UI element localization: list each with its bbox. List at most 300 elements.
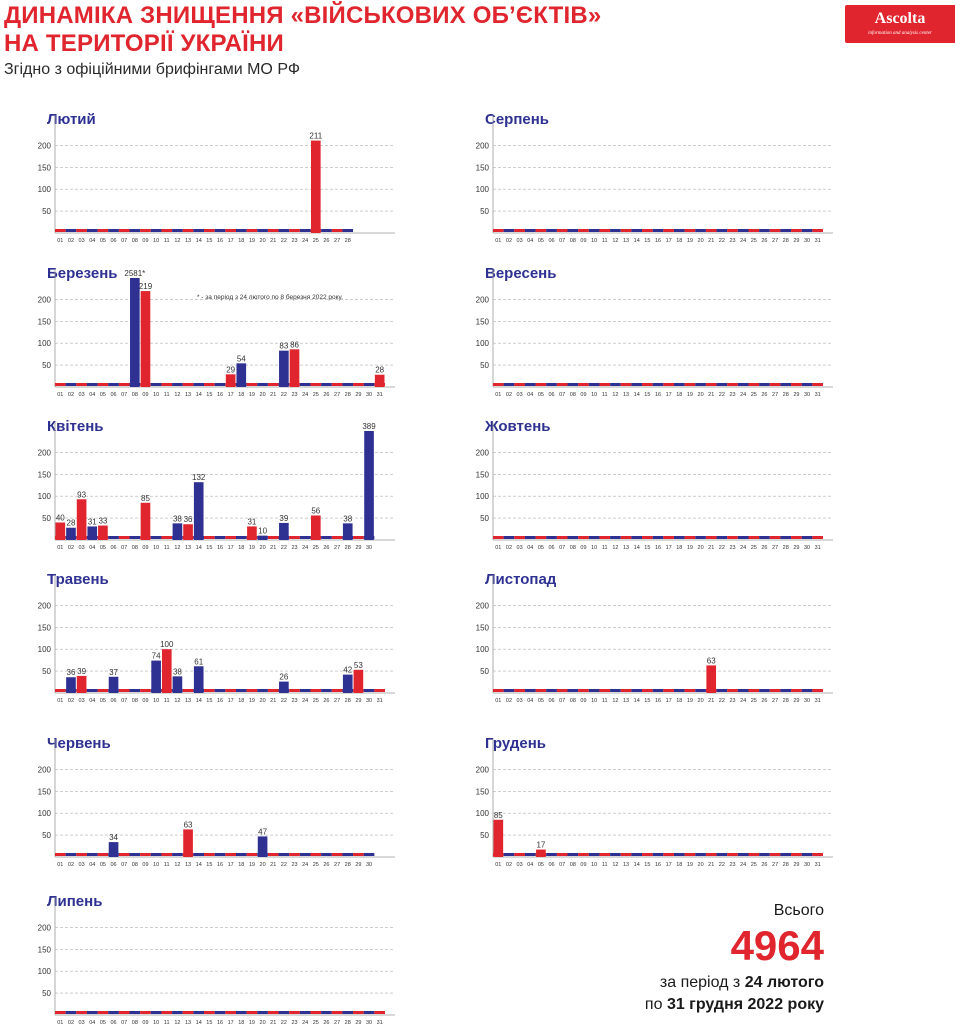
x-tick-label: 24 bbox=[740, 698, 747, 704]
y-tick-label: 200 bbox=[37, 923, 51, 933]
x-tick-label: 22 bbox=[280, 698, 287, 704]
x-tick-label: 07 bbox=[121, 698, 128, 704]
x-tick-label: 26 bbox=[761, 238, 768, 244]
baseline-segment bbox=[514, 689, 525, 692]
baseline-segment bbox=[193, 1011, 204, 1014]
baseline-segment bbox=[514, 383, 525, 386]
y-tick-label: 100 bbox=[37, 967, 51, 977]
baseline-segment bbox=[663, 229, 674, 232]
x-tick-label: 31 bbox=[814, 698, 821, 704]
baseline-segment bbox=[589, 229, 600, 232]
bar-label-day-01: 40 bbox=[55, 513, 65, 523]
x-tick-label: 11 bbox=[163, 392, 170, 398]
baseline-segment bbox=[674, 689, 685, 692]
x-tick-label: 30 bbox=[803, 545, 811, 551]
x-tick-label: 06 bbox=[110, 698, 117, 704]
baseline-segment bbox=[332, 1011, 343, 1014]
x-tick-label: 23 bbox=[291, 1020, 298, 1024]
baseline-segment bbox=[161, 853, 172, 856]
baseline-segment bbox=[493, 383, 504, 386]
baseline-segment bbox=[332, 536, 343, 539]
baseline-segment bbox=[119, 229, 130, 232]
bar-label-day-25: 211 bbox=[309, 131, 323, 141]
y-tick-label: 150 bbox=[37, 623, 51, 633]
x-tick-label: 21 bbox=[708, 545, 715, 551]
baseline-segment bbox=[780, 383, 791, 386]
baseline-segment bbox=[151, 1011, 162, 1014]
baseline-segment bbox=[599, 536, 610, 539]
baseline-segment bbox=[332, 853, 343, 856]
baseline-segment bbox=[557, 853, 568, 856]
x-tick-label: 06 bbox=[548, 392, 555, 398]
baseline-segment bbox=[98, 229, 109, 232]
y-tick-label: 150 bbox=[37, 163, 51, 173]
x-tick-label: 22 bbox=[718, 698, 725, 704]
x-tick-label: 26 bbox=[761, 545, 768, 551]
baseline-segment bbox=[300, 1011, 311, 1014]
x-tick-label: 19 bbox=[248, 1020, 255, 1024]
baseline-segment bbox=[300, 536, 311, 539]
baseline-segment bbox=[791, 853, 802, 856]
baseline-segment bbox=[706, 536, 717, 539]
x-tick-label: 12 bbox=[612, 862, 619, 868]
bar-day-02 bbox=[66, 528, 76, 540]
x-tick-label: 23 bbox=[291, 698, 298, 704]
baseline-segment bbox=[663, 853, 674, 856]
x-tick-label: 19 bbox=[248, 698, 255, 704]
x-tick-label: 29 bbox=[793, 392, 800, 398]
baseline-segment bbox=[759, 536, 770, 539]
baseline-segment bbox=[557, 536, 568, 539]
baseline-segment bbox=[568, 383, 579, 386]
baseline-segment bbox=[770, 536, 781, 539]
baseline-segment bbox=[353, 853, 364, 856]
chart-title: Серпень bbox=[485, 111, 550, 128]
x-tick-label: 02 bbox=[67, 862, 75, 868]
baseline-segment bbox=[289, 536, 300, 539]
x-tick-label: 09 bbox=[580, 862, 587, 868]
baseline-segment bbox=[183, 689, 194, 692]
baseline-segment bbox=[76, 383, 87, 386]
x-tick-label: 05 bbox=[537, 862, 544, 868]
y-tick-label: 200 bbox=[37, 141, 51, 151]
x-tick-label: 25 bbox=[750, 698, 757, 704]
baseline-segment bbox=[653, 229, 664, 232]
x-tick-label: 20 bbox=[259, 1020, 266, 1024]
x-tick-label: 02 bbox=[67, 392, 75, 398]
baseline-segment bbox=[802, 689, 813, 692]
x-tick-label: 27 bbox=[334, 392, 341, 398]
baseline-segment bbox=[621, 383, 632, 386]
baseline-segment bbox=[717, 536, 728, 539]
baseline-segment bbox=[568, 536, 579, 539]
x-tick-label: 29 bbox=[355, 1020, 362, 1024]
baseline-segment bbox=[151, 383, 162, 386]
x-tick-label: 13 bbox=[185, 392, 192, 398]
x-tick-label: 02 bbox=[505, 862, 513, 868]
x-tick-label: 23 bbox=[729, 545, 736, 551]
baseline-segment bbox=[183, 1011, 194, 1014]
baseline-segment bbox=[812, 229, 823, 232]
x-tick-label: 25 bbox=[312, 862, 319, 868]
total-summary bbox=[645, 902, 824, 1016]
x-tick-label: 08 bbox=[131, 392, 138, 398]
baseline-segment bbox=[748, 536, 759, 539]
baseline-segment bbox=[353, 536, 364, 539]
x-tick-label: 27 bbox=[772, 392, 779, 398]
x-tick-label: 15 bbox=[644, 392, 651, 398]
x-tick-label: 18 bbox=[238, 862, 245, 868]
baseline-segment bbox=[161, 383, 172, 386]
baseline-segment bbox=[76, 1011, 87, 1014]
y-tick-label: 150 bbox=[37, 787, 51, 797]
baseline-segment bbox=[119, 1011, 130, 1014]
baseline-segment bbox=[279, 229, 290, 232]
bar-day-13 bbox=[183, 524, 193, 540]
x-tick-label: 05 bbox=[99, 545, 106, 551]
baseline-segment bbox=[791, 689, 802, 692]
x-tick-label: 26 bbox=[323, 392, 330, 398]
bar-label-day-06: 34 bbox=[109, 833, 119, 843]
baseline-segment bbox=[642, 229, 653, 232]
x-tick-label: 12 bbox=[174, 238, 181, 244]
x-tick-label: 08 bbox=[131, 1020, 138, 1024]
x-tick-label: 25 bbox=[312, 238, 319, 244]
x-tick-label: 06 bbox=[110, 1020, 117, 1024]
baseline-segment bbox=[493, 229, 504, 232]
y-tick-label: 100 bbox=[37, 185, 51, 195]
bar-label-day-18: 54 bbox=[236, 354, 246, 364]
x-tick-label: 05 bbox=[537, 238, 544, 244]
x-tick-label: 28 bbox=[782, 545, 789, 551]
x-tick-label: 04 bbox=[89, 862, 96, 868]
x-tick-label: 31 bbox=[376, 1020, 383, 1024]
baseline-segment bbox=[770, 383, 781, 386]
x-tick-label: 05 bbox=[99, 1020, 106, 1024]
x-tick-label: 27 bbox=[334, 1020, 341, 1024]
baseline-segment bbox=[215, 536, 226, 539]
x-tick-label: 30 bbox=[365, 698, 373, 704]
baseline-segment bbox=[589, 853, 600, 856]
x-tick-label: 07 bbox=[121, 545, 128, 551]
baseline-segment bbox=[183, 229, 194, 232]
x-tick-label: 17 bbox=[227, 392, 234, 398]
y-tick-label: 200 bbox=[475, 141, 489, 151]
x-tick-label: 09 bbox=[142, 392, 149, 398]
x-tick-label: 10 bbox=[153, 698, 160, 704]
baseline-segment bbox=[289, 229, 300, 232]
x-tick-label: 14 bbox=[633, 698, 640, 704]
x-tick-label: 14 bbox=[195, 545, 202, 551]
x-tick-label: 23 bbox=[729, 392, 736, 398]
baseline-segment bbox=[738, 229, 749, 232]
logo-tagline: information and analysis center bbox=[868, 31, 932, 36]
x-tick-label: 30 bbox=[803, 392, 811, 398]
baseline-segment bbox=[493, 689, 504, 692]
x-tick-label: 06 bbox=[110, 862, 117, 868]
baseline-segment bbox=[610, 229, 621, 232]
x-tick-label: 09 bbox=[142, 238, 149, 244]
x-tick-label: 20 bbox=[259, 698, 266, 704]
y-tick-label: 150 bbox=[475, 470, 489, 480]
x-tick-label: 23 bbox=[291, 238, 298, 244]
y-tick-label: 200 bbox=[37, 448, 51, 458]
y-tick-label: 150 bbox=[475, 163, 489, 173]
x-tick-label: 31 bbox=[814, 545, 821, 551]
chart-title: Жовтень bbox=[485, 418, 551, 435]
baseline-segment bbox=[364, 1011, 375, 1014]
baseline-segment bbox=[631, 689, 642, 692]
x-tick-label: 09 bbox=[142, 545, 149, 551]
x-tick-label: 17 bbox=[227, 238, 234, 244]
x-tick-label: 07 bbox=[121, 1020, 128, 1024]
x-tick-label: 22 bbox=[718, 862, 725, 868]
x-tick-label: 05 bbox=[99, 238, 106, 244]
baseline-segment bbox=[374, 1011, 385, 1014]
baseline-segment bbox=[268, 1011, 279, 1014]
baseline-segment bbox=[193, 229, 204, 232]
x-tick-label: 22 bbox=[280, 392, 287, 398]
baseline-segment bbox=[87, 383, 98, 386]
y-tick-label: 100 bbox=[475, 645, 489, 655]
x-tick-label: 04 bbox=[527, 698, 534, 704]
baseline-segment bbox=[257, 689, 268, 692]
x-tick-label: 27 bbox=[772, 545, 779, 551]
y-tick-label: 50 bbox=[42, 514, 51, 524]
x-tick-label: 01 bbox=[495, 698, 502, 704]
x-tick-label: 19 bbox=[686, 862, 693, 868]
x-tick-label: 28 bbox=[344, 698, 351, 704]
x-tick-label: 01 bbox=[495, 862, 502, 868]
bar-label-day-28: 42 bbox=[343, 665, 353, 675]
baseline-segment bbox=[695, 536, 706, 539]
x-tick-label: 03 bbox=[516, 392, 523, 398]
baseline-segment bbox=[108, 229, 119, 232]
y-tick-label: 200 bbox=[37, 765, 51, 775]
bar-day-25 bbox=[311, 515, 321, 540]
baseline-segment bbox=[589, 689, 600, 692]
x-tick-label: 18 bbox=[676, 392, 683, 398]
baseline-segment bbox=[268, 689, 279, 692]
baseline-segment bbox=[364, 853, 375, 856]
x-tick-label: 13 bbox=[185, 862, 192, 868]
x-tick-label: 31 bbox=[376, 698, 383, 704]
baseline-segment bbox=[525, 383, 536, 386]
x-tick-label: 24 bbox=[740, 862, 747, 868]
x-tick-label: 10 bbox=[591, 238, 598, 244]
baseline-segment bbox=[268, 229, 279, 232]
x-tick-label: 19 bbox=[248, 545, 255, 551]
x-tick-label: 10 bbox=[591, 392, 598, 398]
y-tick-label: 50 bbox=[42, 207, 51, 217]
baseline-segment bbox=[76, 229, 87, 232]
x-tick-label: 27 bbox=[772, 862, 779, 868]
x-tick-label: 12 bbox=[612, 545, 619, 551]
x-tick-label: 25 bbox=[750, 392, 757, 398]
x-tick-label: 04 bbox=[89, 698, 96, 704]
x-tick-label: 15 bbox=[206, 238, 213, 244]
bar-day-04 bbox=[87, 526, 97, 540]
baseline-segment bbox=[759, 853, 770, 856]
baseline-segment bbox=[514, 536, 525, 539]
x-tick-label: 24 bbox=[302, 545, 309, 551]
x-tick-label: 04 bbox=[89, 545, 96, 551]
baseline-segment bbox=[204, 1011, 215, 1014]
x-tick-label: 02 bbox=[505, 545, 513, 551]
baseline-segment bbox=[215, 229, 226, 232]
x-tick-label: 04 bbox=[527, 862, 534, 868]
x-tick-label: 25 bbox=[750, 545, 757, 551]
baseline-segment bbox=[504, 853, 515, 856]
x-tick-label: 06 bbox=[548, 862, 555, 868]
bar-day-10 bbox=[151, 661, 161, 693]
baseline-segment bbox=[812, 383, 823, 386]
x-tick-label: 06 bbox=[110, 238, 117, 244]
baseline-segment bbox=[599, 689, 610, 692]
y-tick-label: 150 bbox=[37, 470, 51, 480]
x-tick-label: 13 bbox=[623, 545, 630, 551]
baseline-segment bbox=[289, 689, 300, 692]
x-tick-label: 22 bbox=[280, 862, 287, 868]
baseline-segment bbox=[353, 383, 364, 386]
x-tick-label: 08 bbox=[569, 862, 576, 868]
x-tick-label: 02 bbox=[67, 1020, 75, 1024]
baseline-segment bbox=[193, 383, 204, 386]
bar-day-20 bbox=[258, 836, 268, 857]
baseline-segment bbox=[557, 689, 568, 692]
x-tick-label: 13 bbox=[623, 392, 630, 398]
x-tick-label: 01 bbox=[495, 238, 502, 244]
x-tick-label: 08 bbox=[569, 545, 576, 551]
baseline-segment bbox=[631, 853, 642, 856]
x-tick-label: 06 bbox=[110, 545, 117, 551]
bar-day-18 bbox=[236, 363, 246, 387]
bar-day-19 bbox=[247, 526, 257, 540]
bar-day-23 bbox=[290, 349, 300, 387]
x-tick-label: 16 bbox=[654, 545, 662, 551]
x-tick-label: 24 bbox=[302, 698, 309, 704]
baseline-segment bbox=[204, 229, 215, 232]
baseline-segment bbox=[140, 853, 151, 856]
x-tick-label: 07 bbox=[121, 862, 128, 868]
baseline-segment bbox=[717, 689, 728, 692]
x-tick-label: 01 bbox=[57, 545, 64, 551]
bar-day-09 bbox=[141, 503, 151, 540]
baseline-segment bbox=[55, 1011, 66, 1014]
bar-day-28 bbox=[343, 675, 353, 693]
bar-label-day-20: 10 bbox=[258, 526, 268, 536]
x-tick-label: 01 bbox=[57, 392, 64, 398]
total-value: 4964 bbox=[730, 922, 824, 969]
baseline-segment bbox=[748, 229, 759, 232]
x-tick-label: 04 bbox=[527, 545, 534, 551]
baseline-segment bbox=[98, 853, 109, 856]
x-tick-label: 15 bbox=[206, 545, 213, 551]
bar-label-day-10: 74 bbox=[151, 651, 161, 661]
baseline-segment bbox=[663, 689, 674, 692]
x-tick-label: 12 bbox=[174, 698, 181, 704]
x-tick-label: 03 bbox=[516, 545, 523, 551]
x-tick-label: 18 bbox=[238, 392, 245, 398]
baseline-segment bbox=[215, 383, 226, 386]
baseline-segment bbox=[727, 229, 738, 232]
x-tick-label: 04 bbox=[89, 238, 96, 244]
x-tick-label: 27 bbox=[334, 862, 341, 868]
y-tick-label: 200 bbox=[475, 295, 489, 305]
x-tick-label: 11 bbox=[601, 545, 608, 551]
baseline-segment bbox=[599, 383, 610, 386]
baseline-segment bbox=[300, 383, 311, 386]
y-tick-label: 100 bbox=[475, 492, 489, 502]
baseline-segment bbox=[557, 383, 568, 386]
x-tick-label: 21 bbox=[270, 392, 277, 398]
baseline-segment bbox=[98, 689, 109, 692]
baseline-segment bbox=[621, 229, 632, 232]
x-tick-label: 26 bbox=[323, 698, 330, 704]
x-tick-label: 19 bbox=[248, 862, 255, 868]
baseline-segment bbox=[161, 1011, 172, 1014]
x-tick-label: 13 bbox=[185, 545, 192, 551]
baseline-segment bbox=[321, 853, 332, 856]
baseline-segment bbox=[695, 689, 706, 692]
bar-day-22 bbox=[279, 682, 289, 693]
bar-day-01 bbox=[494, 820, 504, 857]
x-tick-label: 03 bbox=[78, 392, 85, 398]
baseline-segment bbox=[568, 689, 579, 692]
x-tick-label: 20 bbox=[259, 392, 266, 398]
baseline-segment bbox=[525, 536, 536, 539]
baseline-segment bbox=[364, 383, 375, 386]
baseline-segment bbox=[525, 229, 536, 232]
x-tick-label: 03 bbox=[78, 238, 85, 244]
x-tick-label: 01 bbox=[57, 1020, 64, 1024]
baseline-segment bbox=[738, 383, 749, 386]
baseline-segment bbox=[674, 536, 685, 539]
baseline-segment bbox=[802, 853, 813, 856]
baseline-segment bbox=[332, 383, 343, 386]
x-tick-label: 07 bbox=[121, 392, 128, 398]
baseline-segment bbox=[247, 383, 258, 386]
bar-day-06 bbox=[109, 677, 119, 693]
baseline-segment bbox=[578, 689, 589, 692]
x-tick-label: 01 bbox=[57, 698, 64, 704]
period-text bbox=[645, 972, 824, 1016]
baseline-segment bbox=[770, 689, 781, 692]
x-tick-label: 20 bbox=[259, 238, 266, 244]
baseline-segment bbox=[493, 536, 504, 539]
x-tick-label: 15 bbox=[206, 392, 213, 398]
baseline-segment bbox=[247, 853, 258, 856]
baseline-segment bbox=[321, 536, 332, 539]
x-tick-label: 29 bbox=[793, 698, 800, 704]
baseline-segment bbox=[225, 536, 236, 539]
x-tick-label: 21 bbox=[708, 238, 715, 244]
bar-day-11 bbox=[162, 649, 172, 693]
baseline-segment bbox=[589, 536, 600, 539]
x-tick-label: 04 bbox=[89, 1020, 96, 1024]
x-tick-label: 21 bbox=[270, 1020, 277, 1024]
baseline-segment bbox=[674, 383, 685, 386]
x-tick-label: 14 bbox=[195, 392, 202, 398]
x-tick-label: 31 bbox=[376, 392, 383, 398]
x-tick-label: 20 bbox=[259, 862, 266, 868]
logo-name: Ascolta bbox=[874, 10, 926, 27]
baseline-segment bbox=[727, 383, 738, 386]
bar-day-22 bbox=[279, 351, 289, 387]
bar-label-day-28: 38 bbox=[343, 514, 353, 524]
bar-day-28 bbox=[343, 523, 353, 540]
y-tick-label: 50 bbox=[42, 831, 51, 841]
